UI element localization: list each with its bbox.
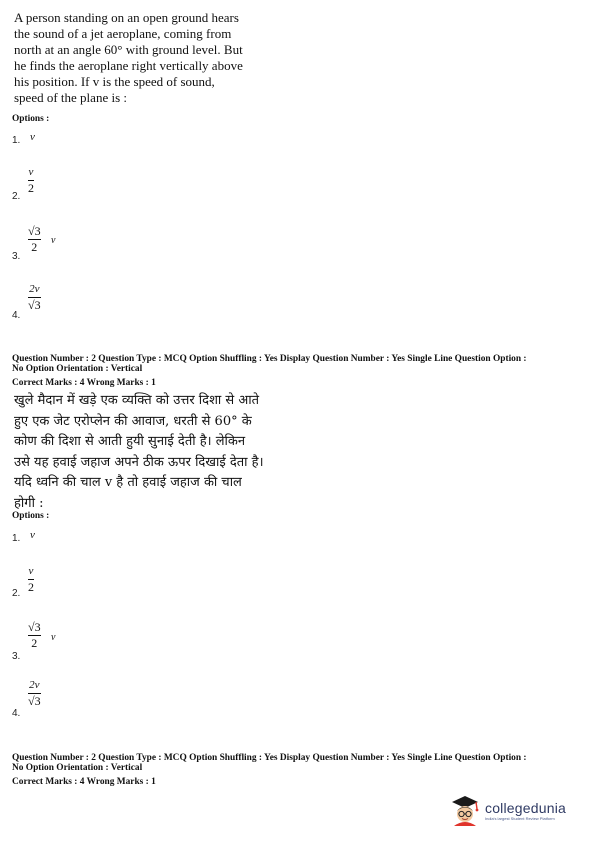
question-meta-line: No Option Orientation : Vertical bbox=[12, 364, 143, 374]
option-3-tail: v bbox=[51, 235, 56, 246]
fraction-denominator: 2 bbox=[31, 240, 38, 254]
option-number: 3. bbox=[12, 651, 21, 662]
question-meta-line: Question Number : 2 Question Type : MCQ Option Shuffling : Yes Display Question Number : Yes Single Line Question Option : bbox=[12, 354, 527, 364]
option-3-fraction bbox=[28, 621, 41, 650]
fraction-denominator: 2 bbox=[28, 580, 34, 594]
question-meta-line: Question Number : 2 Question Type : MCQ Option Shuffling : Yes Display Question Number : Yes Single Line Question Option : bbox=[12, 753, 527, 763]
fraction-numerator: √3 bbox=[28, 620, 41, 634]
logo-tagline: India's largest Student Review Platform bbox=[485, 815, 555, 821]
option-3-fraction bbox=[28, 225, 41, 254]
options-label: Options : bbox=[12, 511, 50, 521]
option-number: 1. bbox=[12, 533, 21, 544]
marks-line: Correct Marks : 4 Wrong Marks : 1 bbox=[12, 777, 156, 787]
fraction-numerator: √3 bbox=[28, 224, 41, 238]
option-number: 4. bbox=[12, 310, 21, 321]
logo-wordmark: collegedunia bbox=[485, 799, 567, 816]
option-1-expression: v bbox=[30, 131, 35, 143]
fraction-numerator: v bbox=[28, 565, 34, 577]
option-number: 4. bbox=[12, 708, 21, 719]
option-number: 1. bbox=[12, 135, 21, 146]
options-label: Options : bbox=[12, 114, 50, 124]
question-meta-line: No Option Orientation : Vertical bbox=[12, 763, 143, 773]
fraction-numerator: 2v bbox=[29, 283, 40, 295]
option-number: 2. bbox=[12, 588, 21, 599]
option-1-expression: v bbox=[30, 529, 35, 541]
fraction-denominator: √3 bbox=[28, 694, 41, 708]
marks-line: Correct Marks : 4 Wrong Marks : 1 bbox=[12, 378, 156, 388]
option-4-fraction bbox=[28, 679, 41, 708]
fraction-numerator: v bbox=[28, 166, 34, 178]
option-4-fraction bbox=[28, 283, 41, 312]
fraction-numerator: 2v bbox=[29, 679, 40, 691]
option-number: 3. bbox=[12, 251, 21, 262]
fraction-denominator: 2 bbox=[31, 636, 38, 650]
collegedunia-logo bbox=[448, 792, 588, 828]
question-text-english: A person standing on an open ground hears the sound of a jet aeroplane, coming from north at an angle 60° with ground level. But he finds the aeroplane right vertically above his position. If v is the speed of sound, speed of the plane is : bbox=[14, 10, 243, 105]
graduate-mascot-icon bbox=[448, 793, 482, 827]
option-3-tail: v bbox=[51, 632, 56, 643]
question-text-hindi: खुले मैदान में खड़े एक व्यक्ति को उत्तर दिशा से आते हुए एक जेट एरोप्लेन की आवाज, धरती से 60° के कोण की दिशा से आती हुयी सुनाई देती है। लेकिन उसे यह हवाई जहाज अपने ठीक ऊपर दिखाई देता है। यदि ध्वनि की चाल v है तो हवाई जहाज की चाल होगी : bbox=[14, 393, 264, 511]
fraction-denominator: 2 bbox=[28, 181, 34, 195]
option-number: 2. bbox=[12, 191, 21, 202]
option-2-fraction bbox=[28, 166, 34, 195]
fraction-denominator: √3 bbox=[28, 298, 41, 312]
option-2-fraction bbox=[28, 565, 34, 594]
